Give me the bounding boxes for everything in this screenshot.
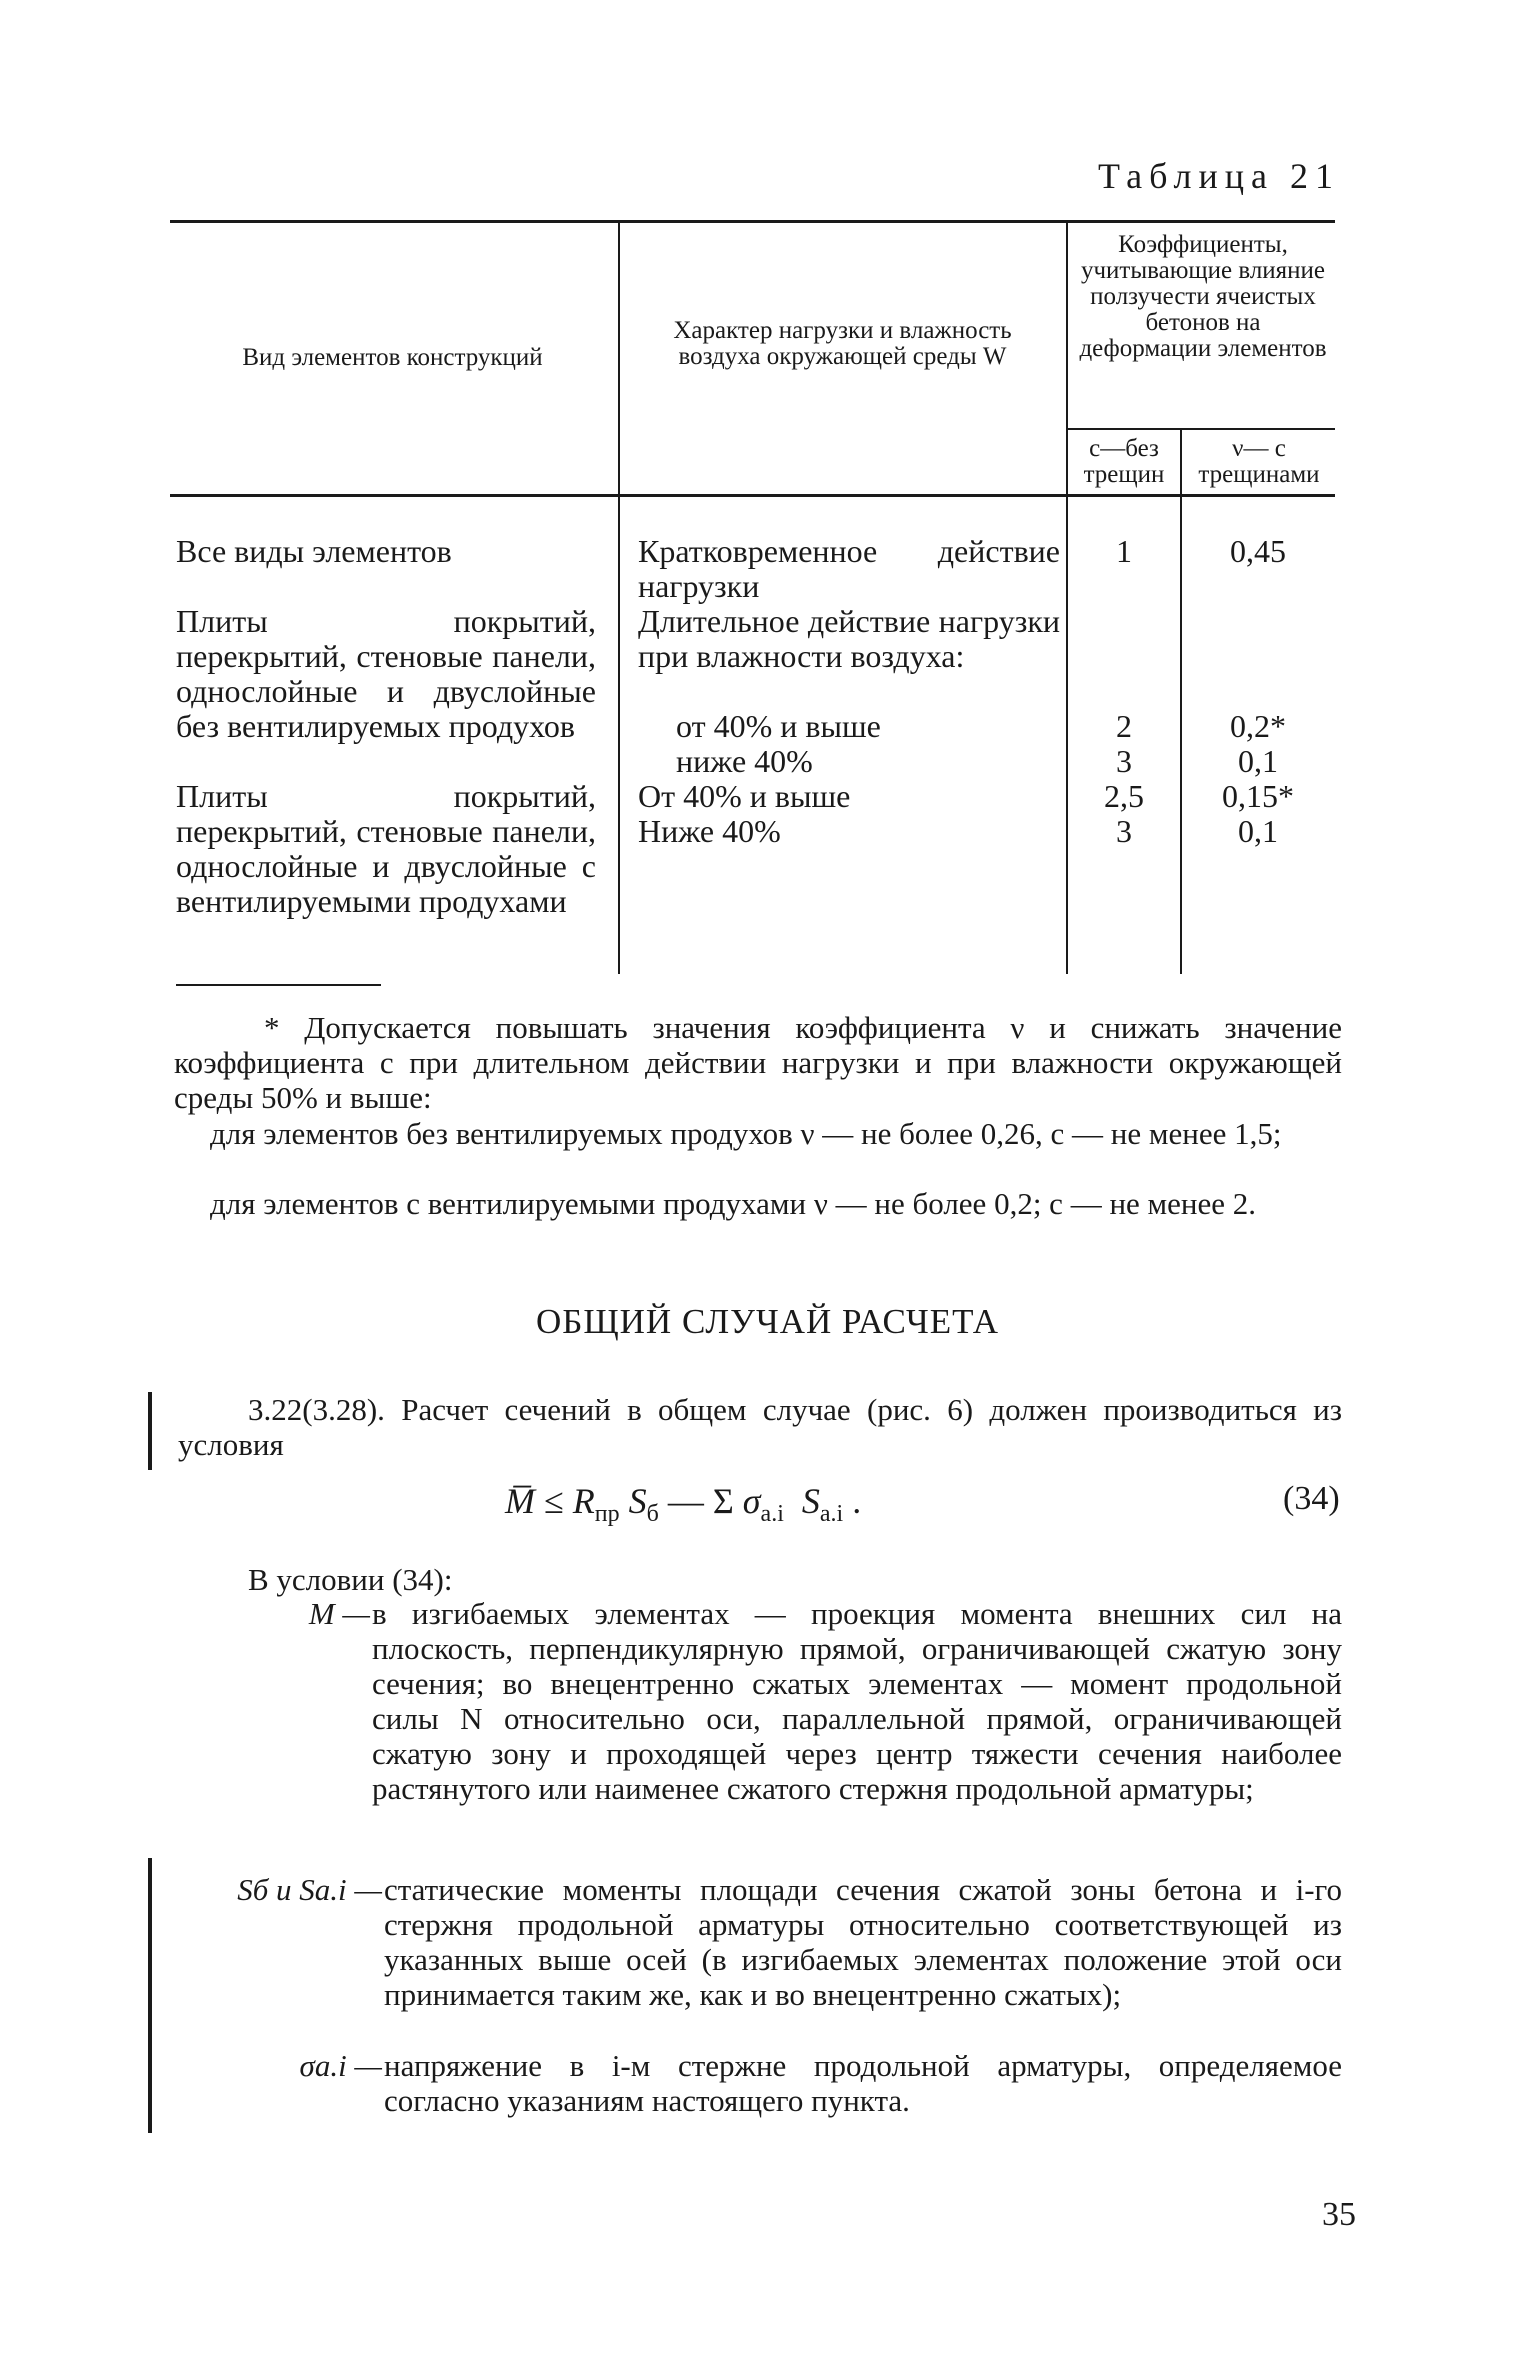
column-divider-1 [618,222,620,974]
paragraph-3-22: 3.22(3.28). Расчет сечений в общем случае (рис. 6) должен производиться из условия [178,1392,1342,1462]
formula-34 [505,1480,861,1528]
table-row-3b-load: Ниже 40% [638,813,781,849]
definition-term-sigma: σа.i — [299,2048,382,2083]
table-row-1-load [638,534,1060,604]
footnote-main: * Допускается повышать значения коэффициента ν и снижать значение коэффициента c при длительном действии нагрузки и при влажности окружающей среды 50% и выше: [174,1010,1342,1115]
column-divider-2 [1066,222,1068,974]
table-row-3b-v: 0,1 [1238,813,1278,849]
column-divider-3 [1180,430,1182,974]
table-row-2b-load: ниже 40% [676,743,813,779]
table-row-3-element: Плиты покрытий, перекрытий, стеновые панели, однослойные и двуслойные с вентилируемыми продухами [176,778,596,919]
section-heading: ОБЩИЙ СЛУЧАЙ РАСЧЕТА [535,1302,1000,1341]
page-number: 35 [1322,2196,1356,2233]
table-row-3a-c: 2,5 [1104,778,1144,814]
table-row-3a-load: От 40% и выше [638,778,851,814]
formula-dot: . [852,1481,862,1521]
table-top-rule [170,220,1335,223]
footnote-item-2: для элементов с вентилируемыми продухами ν — не более 0,2; c — не менее 2. [210,1186,1257,1221]
conditions-label: В условии (34): [248,1562,453,1597]
definition-text-sigma: напряжение в i-м стержне продольной арматуры, определяемое согласно указаниям настоящего пункта. [384,2048,1342,2118]
table-row-1-load-text: Кратковременное действие нагрузки [638,533,1060,604]
table-row-2b-v: 0,1 [1238,743,1278,779]
formula-lhs: M̅ [505,1481,535,1521]
formula-minus-sum: — Σ [667,1481,734,1521]
header-coefficients-group: Коэффициенты, учитывающие влияние ползучести ячеистых бетонов на деформации элементов [1079,231,1327,362]
formula-sigma: σ [742,1481,761,1521]
table-row-2-element: Плиты покрытий, перекрытий, стеновые панели, однослойные и двуслойные без вентилируемых продухов [176,603,596,744]
header-v-with-cracks: ν— с трещинами [1198,435,1320,488]
table-row-2a-v: 0,2* [1230,708,1286,744]
header-load-humidity: Характер нагрузки и влажность воздуха окружающей среды W [673,317,1012,370]
header-bottom-rule [170,494,1335,497]
subheader-rule [1068,428,1335,430]
definition-term-m: M — [308,1596,370,1631]
formula-sa-sub: а.i [819,1501,844,1528]
table-row-2a-c: 2 [1116,708,1132,744]
table-row-3a-v: 0,15* [1222,778,1294,814]
margin-change-bar-1 [148,1392,152,1470]
table-caption: Таблица 21 [1098,156,1340,196]
formula-r: R [572,1481,595,1521]
header-c-no-cracks: c—без трещин [1083,435,1165,488]
definition-term-s: Sб и Sа.i — [237,1872,382,1907]
footnote-rule [176,984,381,986]
table-row-2a-load: от 40% и выше [676,708,881,744]
table-row-3b-c: 3 [1116,813,1132,849]
formula-r-sub: пр [594,1501,620,1528]
table-row-1-v: 0,45 [1230,533,1286,569]
formula-rel: ≤ [544,1481,564,1521]
formula-s-sub: б [646,1501,659,1528]
definition-text-s: статические моменты площади сечения сжатой зоны бетона и i-го стержня продольной арматуры относительно соответствующей из указанных выше осей (в изгибаемых элементах положение этой оси принимается таким же, как и во внецентренно сжатых); [384,1872,1342,2012]
table-row-1-c: 1 [1116,533,1132,569]
header-element-type: Вид элементов конструкций [242,344,543,371]
formula-s: S [628,1481,647,1521]
formula-number: (34) [1283,1480,1340,1517]
footnote-item-1: для элементов без вентилируемых продухов ν — не более 0,26, c — не менее 1,5; [210,1116,1282,1151]
formula-sigma-sub: а.i [760,1501,784,1528]
formula-sa: S [801,1481,820,1521]
table-row-2-load-header: Длительное действие нагрузки при влажности воздуха: [638,603,1060,674]
margin-change-bar-2 [148,1858,152,2133]
table-row-1-element: Все виды элементов [176,533,452,569]
definition-text-m: в изгибаемых элементах — проекция момента внешних сил на плоскость, перпендикулярную прямой, ограничивающей сжатую зону сечения; во внецентренно сжатых элементах — момент продольной силы N относительно оси, параллельной прямой, ограничивающей сжатую зону и проходящей через центр тяжести сечения наиболее растянутого или наименее сжатого стержня продольной арматуры; [372,1596,1342,1806]
table-row-2b-c: 3 [1116,743,1132,779]
